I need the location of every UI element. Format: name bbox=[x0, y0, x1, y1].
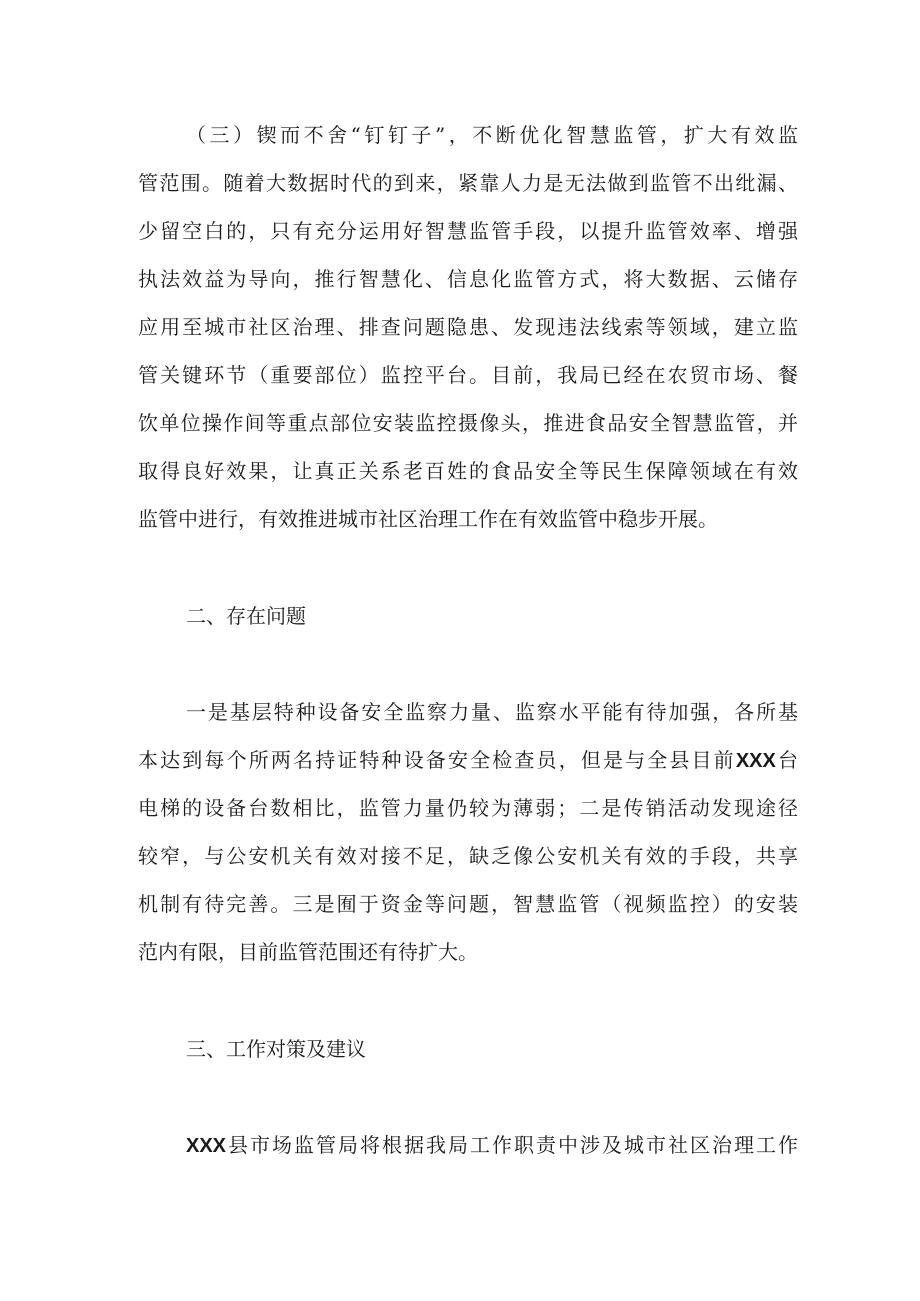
paragraph-2-line-6: 范内有限，目前监管范围还有待扩大。 bbox=[138, 940, 478, 964]
paragraph-2-line-2-tail: 台 bbox=[775, 748, 799, 772]
paragraph-2-line-2-text: 本达到每个所两名持证特种设备安全检查员，但是与全县目前 bbox=[138, 748, 736, 772]
paragraph-1-line-9: 监管中进行，有效推进城市社区治理工作在有效监管中稳步开展。 bbox=[138, 507, 718, 531]
paragraph-3-line-1 bbox=[186, 1130, 798, 1161]
paragraph-1-line-2: 管范围。随着大数据时代的到来，紧靠人力是无法做到监管不出纰漏、 bbox=[138, 171, 798, 195]
paragraph-2-placeholder-xxx: XXX bbox=[735, 750, 776, 772]
paragraph-3-line-1-text: 县市场监管局将根据我局工作职责中涉及城市社区治理工作 bbox=[226, 1133, 798, 1157]
paragraph-1-line-6: 管关键环节（重要部位）监控平台。目前，我局已经在农贸市场、餐 bbox=[138, 363, 798, 387]
paragraph-1-line-4: 执法效益为导向，推行智慧化、信息化监管方式，将大数据、云储存 bbox=[138, 267, 798, 291]
paragraph-1-line-7: 饮单位操作间等重点部位安装监控摄像头，推进食品安全智慧监管，并 bbox=[138, 411, 798, 435]
section-heading-countermeasures: 三、工作对策及建议 bbox=[186, 1037, 366, 1061]
paragraph-2-line-1: 一是基层特种设备安全监察力量、监察水平能有待加强，各所基 bbox=[186, 700, 798, 724]
paragraph-3-placeholder-xxx: XXX bbox=[186, 1135, 227, 1157]
paragraph-1-line-5: 应用至城市社区治理、排查问题隐患、发现违法线索等领域，建立监 bbox=[138, 315, 798, 339]
paragraph-2-line-2 bbox=[138, 745, 798, 776]
section-heading-problems: 二、存在问题 bbox=[186, 604, 306, 628]
paragraph-2-line-5: 机制有待完善。三是囿于资金等问题，智慧监管（视频监控）的安装 bbox=[138, 892, 798, 916]
paragraph-1-line-8: 取得良好效果，让真正关系老百姓的食品安全等民生保障领域在有效 bbox=[138, 459, 798, 483]
paragraph-2-line-3: 电梯的设备台数相比，监管力量仍较为薄弱；二是传销活动发现途径 bbox=[138, 796, 798, 820]
paragraph-2-line-4: 较窄，与公安机关有效对接不足，缺乏像公安机关有效的手段，共享 bbox=[138, 844, 798, 868]
paragraph-1-line-1: （三）锲而不舍“钉钉子”，不断优化智慧监管，扩大有效监 bbox=[186, 123, 798, 147]
paragraph-1-line-3: 少留空白的，只有充分运用好智慧监管手段，以提升监管效率、增强 bbox=[138, 219, 798, 243]
